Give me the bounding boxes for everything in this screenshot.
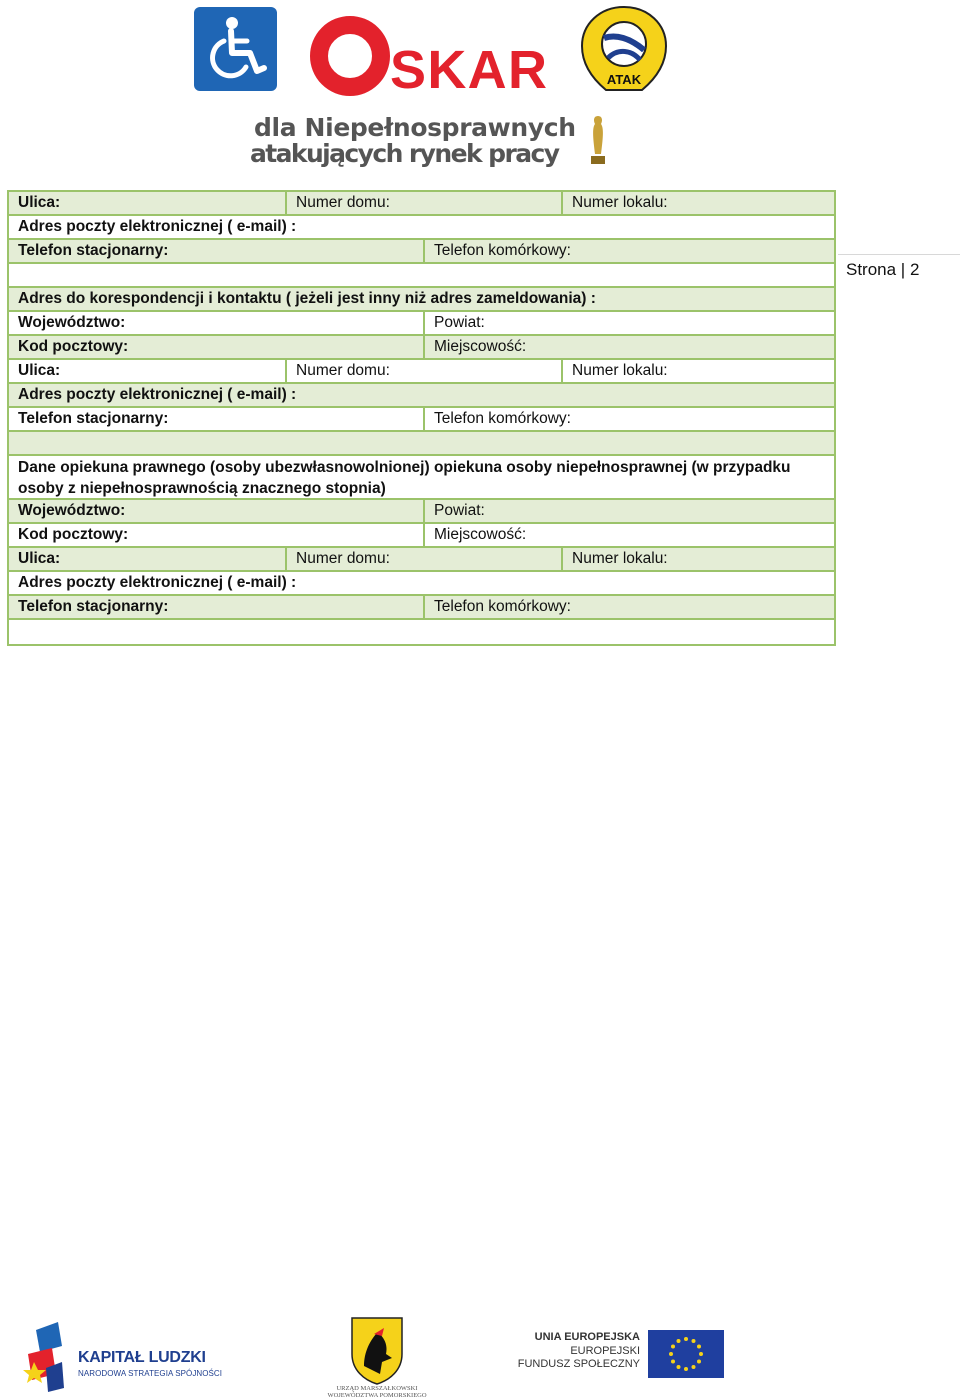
mobile-field[interactable]: Telefon komórkowy:: [423, 596, 834, 618]
street-row: [9, 192, 834, 216]
svg-text:URZĄD MARSZAŁKOWSKI: URZĄD MARSZAŁKOWSKI: [336, 1385, 418, 1392]
postcode-field[interactable]: Kod pocztowy:: [18, 338, 129, 355]
correspondence-title: Adres do korespondencji i kontaktu ( jeżeli jest inny niż adres zameldowania) :: [18, 290, 596, 307]
footer-logos: [0, 1310, 960, 1398]
email-field[interactable]: Adres poczty elektronicznej ( e-mail) :: [18, 574, 297, 591]
street-row: [9, 548, 834, 572]
eu-star: [684, 1367, 688, 1371]
oskar-logo: [312, 14, 552, 98]
blank-row: [9, 264, 834, 288]
county-field[interactable]: Powiat:: [423, 500, 834, 522]
section-title-row: [9, 288, 834, 312]
eu-flag-icon: [648, 1330, 724, 1378]
eu-fund-logo: [517, 1326, 726, 1386]
wheelchair-icon: [194, 7, 277, 91]
voivodeship-field[interactable]: Województwo:: [18, 502, 126, 519]
postcode-field[interactable]: Kod pocztowy:: [18, 526, 129, 543]
house-number-field[interactable]: Numer domu:: [285, 360, 561, 382]
street-row: [9, 360, 834, 384]
email-field[interactable]: Adres poczty elektronicznej ( e-mail) :: [18, 386, 297, 403]
postcode-row: [9, 336, 834, 360]
house-number-field[interactable]: Numer domu:: [285, 548, 561, 570]
eu-star: [697, 1360, 701, 1364]
guardian-title: Dane opiekuna prawnego (osoby ubezwłasnowolnionej) opiekuna osoby niepełnosprawnej (w przypadku osoby z niepełnosprawnością znacznego stopnia): [18, 459, 791, 497]
svg-text:dla Niepełnosprawnych: dla Niepełnosprawnych: [254, 113, 576, 142]
street-field[interactable]: Ulica:: [18, 362, 61, 379]
page-number: Strona | 2: [838, 254, 960, 284]
eu-star: [697, 1345, 701, 1349]
voivodeship-row: [9, 500, 834, 524]
atak-club-logo: [578, 4, 670, 96]
street-field[interactable]: Ulica:: [18, 550, 61, 567]
eu-star: [671, 1360, 675, 1364]
apartment-number-field[interactable]: Numer lokalu:: [561, 360, 834, 382]
kapital-ludzki-logo: [22, 1318, 232, 1394]
phone-row: [9, 596, 834, 620]
eu-star: [692, 1365, 696, 1369]
svg-text:WOJEWÓDZTWA POMORSKIEGO: WOJEWÓDZTWA POMORSKIEGO: [327, 1392, 427, 1398]
tagline-logo: [246, 108, 616, 172]
blank-row: [9, 620, 834, 644]
header-logos: [0, 0, 960, 180]
county-field[interactable]: Powiat:: [423, 312, 834, 334]
eu-star: [677, 1365, 681, 1369]
svg-text:EUROPEJSKI: EUROPEJSKI: [570, 1345, 640, 1357]
svg-text:atakujących rynek pracy: atakujących rynek pracy: [250, 139, 560, 168]
email-row: [9, 216, 834, 240]
house-number-field[interactable]: Numer domu:: [285, 192, 561, 214]
eu-star: [684, 1337, 688, 1341]
mobile-field[interactable]: Telefon komórkowy:: [423, 240, 834, 262]
pomorskie-logo: [318, 1314, 436, 1398]
city-field[interactable]: Miejscowość:: [423, 524, 834, 546]
landline-field[interactable]: Telefon stacjonarny:: [18, 598, 169, 615]
voivodeship-row: [9, 312, 834, 336]
section-title-row: [9, 456, 834, 500]
oscar-statuette-icon: [591, 116, 605, 164]
landline-field[interactable]: Telefon stacjonarny:: [18, 410, 169, 427]
griffin-coat-of-arms-icon: [352, 1318, 402, 1384]
eu-star: [671, 1345, 675, 1349]
eu-star: [677, 1339, 681, 1343]
city-field[interactable]: Miejscowość:: [423, 336, 834, 358]
phone-row: [9, 408, 834, 432]
svg-text:NARODOWA STRATEGIA SPÓJNOŚCI: NARODOWA STRATEGIA SPÓJNOŚCI: [78, 1369, 222, 1378]
registration-form: [7, 190, 836, 646]
blank-row: [9, 432, 834, 456]
svg-text:FUNDUSZ SPOŁECZNY: FUNDUSZ SPOŁECZNY: [517, 1358, 640, 1370]
street-field[interactable]: Ulica:: [18, 194, 61, 211]
email-field[interactable]: Adres poczty elektronicznej ( e-mail) :: [18, 218, 297, 235]
phone-row: [9, 240, 834, 264]
eu-star: [669, 1352, 673, 1356]
svg-text:ATAK: ATAK: [606, 72, 642, 87]
postcode-row: [9, 524, 834, 548]
eu-star: [692, 1339, 696, 1343]
apartment-number-field[interactable]: Numer lokalu:: [561, 548, 834, 570]
svg-text:UNIA EUROPEJSKA: UNIA EUROPEJSKA: [534, 1331, 640, 1343]
address-section: [7, 190, 836, 646]
email-row: [9, 384, 834, 408]
email-row: [9, 572, 834, 596]
svg-text:SKAR: SKAR: [390, 40, 548, 100]
svg-text:KAPITAŁ LUDZKI: KAPITAŁ LUDZKI: [78, 1349, 206, 1366]
apartment-number-field[interactable]: Numer lokalu:: [561, 192, 834, 214]
landline-field[interactable]: Telefon stacjonarny:: [18, 242, 169, 259]
voivodeship-field[interactable]: Województwo:: [18, 314, 126, 331]
eu-star: [699, 1352, 703, 1356]
mobile-field[interactable]: Telefon komórkowy:: [423, 408, 834, 430]
